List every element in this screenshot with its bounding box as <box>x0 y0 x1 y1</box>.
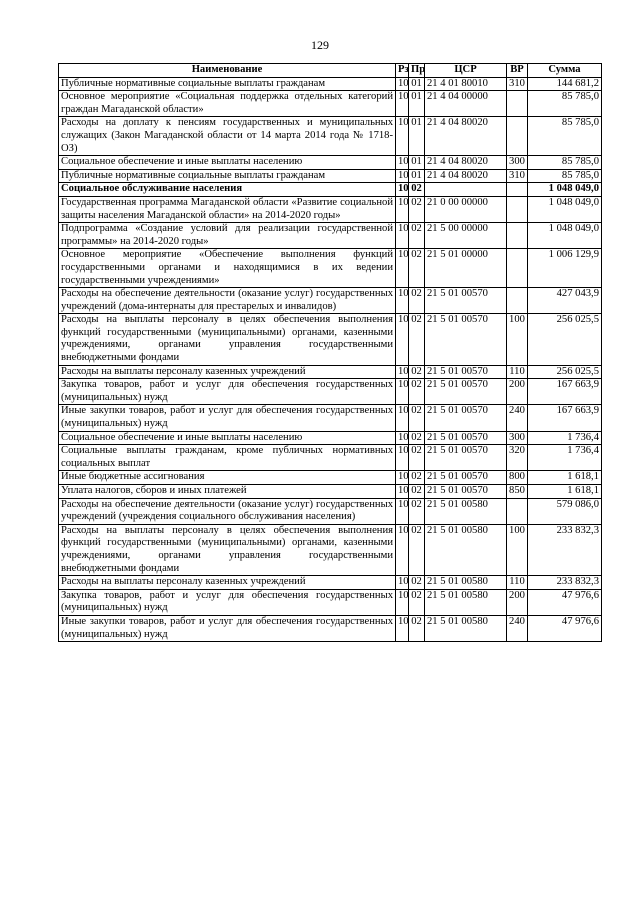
row-rz-cell: 10 <box>396 576 409 590</box>
table-row <box>59 485 602 499</box>
table-row <box>59 589 602 615</box>
table-row <box>59 169 602 183</box>
row-name-cell: Государственная программа Магаданской области «Развитие социальной защиты населения Магаданской области» на 2014-2020 годы» <box>59 196 396 222</box>
row-sum-cell: 85 785,0 <box>528 156 602 170</box>
row-rz-cell: 10 <box>396 249 409 288</box>
row-csr-cell: 21 5 01 00570 <box>425 485 507 499</box>
row-rz-cell: 10 <box>396 615 409 641</box>
row-name-cell: Закупка товаров, работ и услуг для обеспечения государственных (муниципальных) нужд <box>59 589 396 615</box>
row-vr-cell <box>507 498 528 524</box>
row-csr-cell: 21 5 01 00570 <box>425 365 507 379</box>
table-row <box>59 365 602 379</box>
row-name-cell: Уплата налогов, сборов и иных платежей <box>59 485 396 499</box>
row-vr-cell: 320 <box>507 445 528 471</box>
row-pr-cell: 02 <box>409 615 425 641</box>
row-rz-cell: 10 <box>396 288 409 314</box>
row-vr-cell: 110 <box>507 576 528 590</box>
row-sum-cell: 233 832,3 <box>528 576 602 590</box>
row-sum-cell: 1 048 049,0 <box>528 196 602 222</box>
row-sum-cell: 427 043,9 <box>528 288 602 314</box>
row-sum-cell: 233 832,3 <box>528 524 602 575</box>
table-row <box>59 405 602 431</box>
table-row <box>59 314 602 365</box>
row-sum-cell: 579 086,0 <box>528 498 602 524</box>
row-pr-cell: 01 <box>409 91 425 117</box>
row-pr-cell: 02 <box>409 498 425 524</box>
row-sum-cell: 256 025,5 <box>528 314 602 365</box>
row-vr-cell <box>507 91 528 117</box>
row-name-cell: Расходы на обеспечение деятельности (оказание услуг) государственных учреждений (учреждения социального обслуживания населения) <box>59 498 396 524</box>
row-pr-cell: 02 <box>409 288 425 314</box>
row-csr-cell: 21 0 00 00000 <box>425 196 507 222</box>
row-csr-cell: 21 4 04 80020 <box>425 117 507 156</box>
header-rz: Рз <box>396 64 409 78</box>
row-pr-cell: 02 <box>409 445 425 471</box>
row-sum-cell: 167 663,9 <box>528 405 602 431</box>
row-csr-cell: 21 5 01 00570 <box>425 471 507 485</box>
row-vr-cell: 200 <box>507 379 528 405</box>
row-pr-cell: 02 <box>409 485 425 499</box>
row-rz-cell: 10 <box>396 405 409 431</box>
row-csr-cell: 21 5 01 00000 <box>425 249 507 288</box>
table-row <box>59 223 602 249</box>
page-number: 129 <box>311 38 329 52</box>
row-csr-cell <box>425 183 507 197</box>
row-sum-cell: 144 681,2 <box>528 77 602 91</box>
row-csr-cell: 21 5 01 00580 <box>425 589 507 615</box>
row-vr-cell: 850 <box>507 485 528 499</box>
header-vr: ВР <box>507 64 528 78</box>
row-name-cell: Подпрограмма «Создание условий для реализации государственной программы» на 2014-2020 годы» <box>59 223 396 249</box>
row-vr-cell <box>507 196 528 222</box>
table-row <box>59 156 602 170</box>
row-vr-cell: 800 <box>507 471 528 485</box>
row-pr-cell: 02 <box>409 471 425 485</box>
row-name-cell: Публичные нормативные социальные выплаты гражданам <box>59 169 396 183</box>
row-name-cell: Иные бюджетные ассигнования <box>59 471 396 485</box>
row-rz-cell: 10 <box>396 589 409 615</box>
row-pr-cell: 02 <box>409 576 425 590</box>
row-vr-cell: 300 <box>507 431 528 445</box>
row-pr-cell: 02 <box>409 223 425 249</box>
row-rz-cell: 10 <box>396 365 409 379</box>
row-vr-cell: 310 <box>507 169 528 183</box>
row-name-cell: Расходы на обеспечение деятельности (оказание услуг) государственных учреждений (дома-интернаты для престарелых и инвалидов) <box>59 288 396 314</box>
row-name-cell: Расходы на выплаты персоналу в целях обеспечения выполнения функций государственными (муниципальными) органами, казенными учреждениями, органами управления государственными внебюджетными фондами <box>59 524 396 575</box>
header-name: Наименование <box>59 64 396 78</box>
row-vr-cell: 240 <box>507 615 528 641</box>
row-csr-cell: 21 5 01 00570 <box>425 405 507 431</box>
table-row <box>59 117 602 156</box>
row-sum-cell: 167 663,9 <box>528 379 602 405</box>
row-rz-cell: 10 <box>396 117 409 156</box>
row-csr-cell: 21 5 01 00580 <box>425 576 507 590</box>
row-sum-cell: 1 736,4 <box>528 431 602 445</box>
table-row <box>59 498 602 524</box>
budget-table <box>58 63 602 642</box>
row-vr-cell <box>507 223 528 249</box>
row-name-cell: Иные закупки товаров, работ и услуг для обеспечения государственных (муниципальных) нужд <box>59 405 396 431</box>
row-rz-cell: 10 <box>396 445 409 471</box>
row-rz-cell: 10 <box>396 485 409 499</box>
row-name-cell: Расходы на выплаты персоналу казенных учреждений <box>59 365 396 379</box>
row-csr-cell: 21 5 01 00570 <box>425 445 507 471</box>
row-name-cell: Социальное обеспечение и иные выплаты населению <box>59 431 396 445</box>
header-sum: Сумма <box>528 64 602 78</box>
row-csr-cell: 21 5 01 00570 <box>425 314 507 365</box>
row-name-cell: Иные закупки товаров, работ и услуг для обеспечения государственных (муниципальных) нужд <box>59 615 396 641</box>
row-vr-cell: 240 <box>507 405 528 431</box>
row-rz-cell: 10 <box>396 223 409 249</box>
row-sum-cell: 1 048 049,0 <box>528 223 602 249</box>
table-header-row <box>59 64 602 78</box>
row-sum-cell: 47 976,6 <box>528 589 602 615</box>
row-sum-cell: 1 736,4 <box>528 445 602 471</box>
row-vr-cell: 100 <box>507 314 528 365</box>
row-pr-cell: 02 <box>409 524 425 575</box>
row-sum-cell: 256 025,5 <box>528 365 602 379</box>
table-row <box>59 183 602 197</box>
row-vr-cell: 100 <box>507 524 528 575</box>
row-pr-cell: 02 <box>409 365 425 379</box>
row-pr-cell: 01 <box>409 77 425 91</box>
table-row <box>59 524 602 575</box>
row-pr-cell: 02 <box>409 249 425 288</box>
row-vr-cell: 300 <box>507 156 528 170</box>
row-pr-cell: 02 <box>409 379 425 405</box>
row-rz-cell: 10 <box>396 169 409 183</box>
table-row <box>59 196 602 222</box>
table-row <box>59 576 602 590</box>
row-pr-cell: 01 <box>409 169 425 183</box>
row-pr-cell: 01 <box>409 117 425 156</box>
row-name-cell: Расходы на выплаты персоналу казенных учреждений <box>59 576 396 590</box>
table-row <box>59 379 602 405</box>
row-sum-cell: 47 976,6 <box>528 615 602 641</box>
row-sum-cell: 85 785,0 <box>528 91 602 117</box>
row-vr-cell: 310 <box>507 77 528 91</box>
row-vr-cell: 110 <box>507 365 528 379</box>
row-rz-cell: 10 <box>396 471 409 485</box>
row-csr-cell: 21 5 01 00580 <box>425 615 507 641</box>
row-rz-cell: 10 <box>396 524 409 575</box>
row-csr-cell: 21 4 01 80010 <box>425 77 507 91</box>
table-row <box>59 249 602 288</box>
row-csr-cell: 21 4 04 00000 <box>425 91 507 117</box>
row-vr-cell <box>507 249 528 288</box>
row-rz-cell: 10 <box>396 431 409 445</box>
row-vr-cell <box>507 183 528 197</box>
table-row <box>59 445 602 471</box>
row-sum-cell: 1 618,1 <box>528 471 602 485</box>
table-row <box>59 615 602 641</box>
row-csr-cell: 21 5 01 00570 <box>425 288 507 314</box>
row-sum-cell: 1 048 049,0 <box>528 183 602 197</box>
row-csr-cell: 21 5 01 00570 <box>425 379 507 405</box>
row-name-cell: Закупка товаров, работ и услуг для обеспечения государственных (муниципальных) нужд <box>59 379 396 405</box>
table-row <box>59 471 602 485</box>
row-rz-cell: 10 <box>396 183 409 197</box>
row-csr-cell: 21 5 00 00000 <box>425 223 507 249</box>
table-row <box>59 288 602 314</box>
header-pr: Пр <box>409 64 425 78</box>
row-name-cell: Основное мероприятие «Социальная поддержка отдельных категорий граждан Магаданской области» <box>59 91 396 117</box>
row-vr-cell <box>507 117 528 156</box>
header-csr: ЦСР <box>425 64 507 78</box>
row-csr-cell: 21 4 04 80020 <box>425 169 507 183</box>
row-pr-cell: 02 <box>409 196 425 222</box>
row-rz-cell: 10 <box>396 196 409 222</box>
row-pr-cell: 02 <box>409 183 425 197</box>
row-rz-cell: 10 <box>396 498 409 524</box>
row-vr-cell: 200 <box>507 589 528 615</box>
row-pr-cell: 02 <box>409 589 425 615</box>
row-rz-cell: 10 <box>396 379 409 405</box>
row-name-cell: Социальное обеспечение и иные выплаты населению <box>59 156 396 170</box>
row-vr-cell <box>507 288 528 314</box>
row-name-cell: Социальное обслуживание населения <box>59 183 396 197</box>
table-row <box>59 91 602 117</box>
row-name-cell: Расходы на выплаты персоналу в целях обеспечения выполнения функций государственными (муниципальными) органами, казенными учреждениями, органами управления государственными внебюджетными фондами <box>59 314 396 365</box>
row-csr-cell: 21 5 01 00580 <box>425 498 507 524</box>
row-rz-cell: 10 <box>396 314 409 365</box>
row-rz-cell: 10 <box>396 77 409 91</box>
row-csr-cell: 21 5 01 00570 <box>425 431 507 445</box>
row-pr-cell: 02 <box>409 314 425 365</box>
row-csr-cell: 21 5 01 00580 <box>425 524 507 575</box>
row-name-cell: Публичные нормативные социальные выплаты гражданам <box>59 77 396 91</box>
row-pr-cell: 02 <box>409 431 425 445</box>
row-pr-cell: 02 <box>409 405 425 431</box>
row-pr-cell: 01 <box>409 156 425 170</box>
row-name-cell: Расходы на доплату к пенсиям государственных и муниципальных служащих (Закон Магаданской области от 14 марта 2014 года № 1718-ОЗ) <box>59 117 396 156</box>
table-row <box>59 77 602 91</box>
row-name-cell: Социальные выплаты гражданам, кроме публичных нормативных социальных выплат <box>59 445 396 471</box>
row-name-cell: Основное мероприятие «Обеспечение выполнения функций государственными органами и находящимися в их ведении государственными учреждениями» <box>59 249 396 288</box>
row-rz-cell: 10 <box>396 91 409 117</box>
row-sum-cell: 1 618,1 <box>528 485 602 499</box>
row-sum-cell: 1 006 129,9 <box>528 249 602 288</box>
row-sum-cell: 85 785,0 <box>528 169 602 183</box>
row-sum-cell: 85 785,0 <box>528 117 602 156</box>
row-csr-cell: 21 4 04 80020 <box>425 156 507 170</box>
row-rz-cell: 10 <box>396 156 409 170</box>
table-row <box>59 431 602 445</box>
